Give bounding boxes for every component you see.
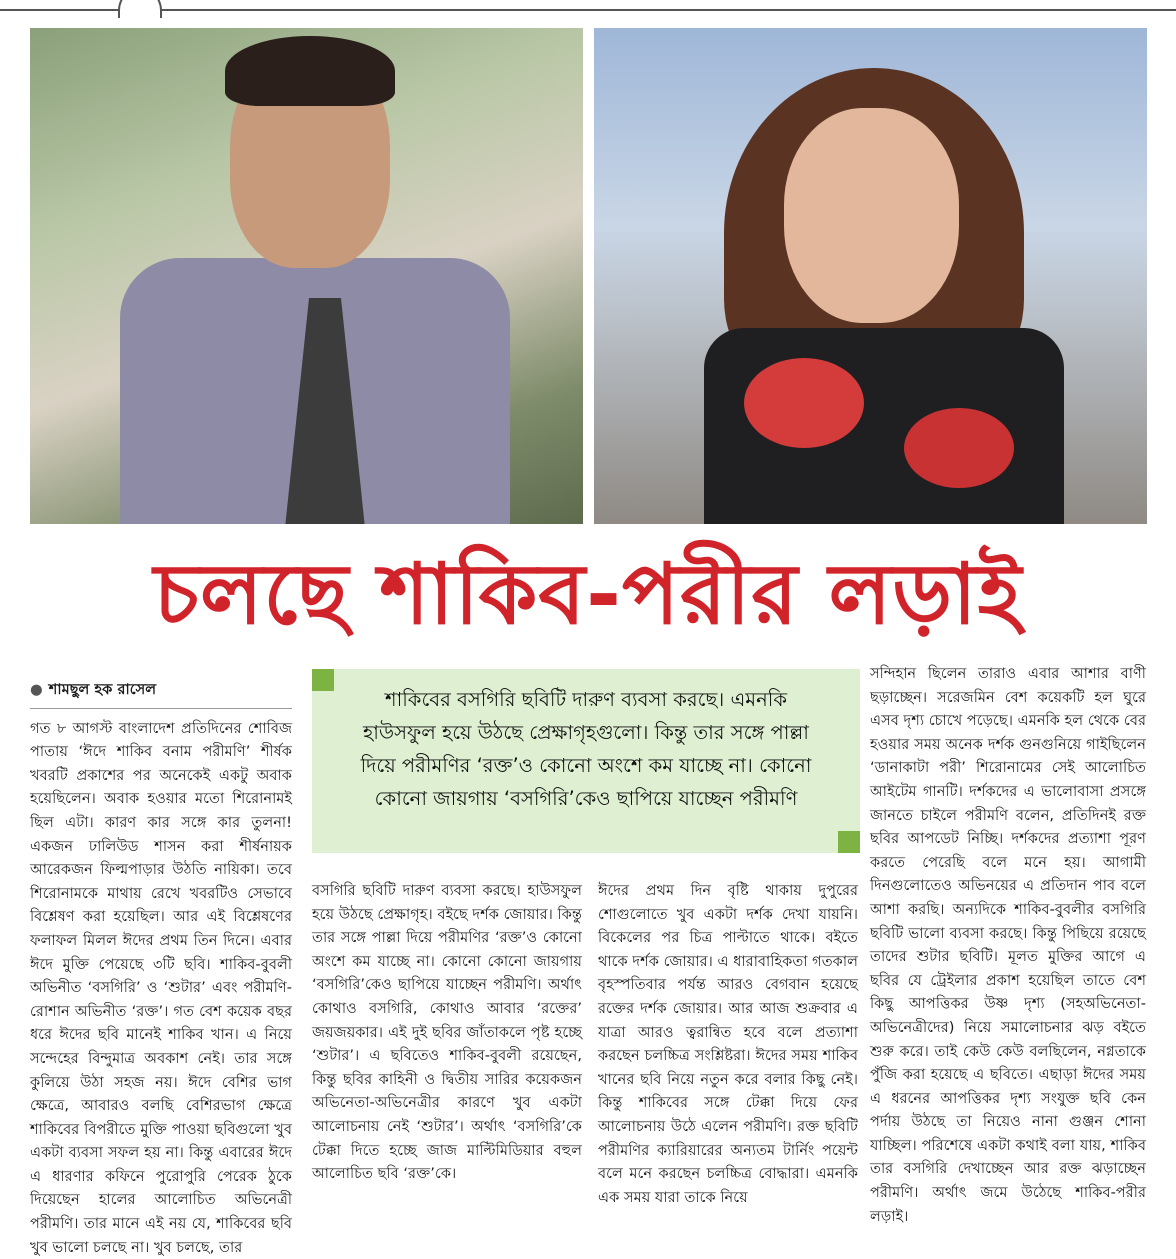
article-text: সন্দিহান ছিলেন তারাও এবার আশার বাণী ছড়াচ্ছেন। সরেজমিন বেশ কয়েকটি হল ঘুরে এসব দৃশ্য চোখে পড়েছে। এমনকি হল থেকে বের হওয়ার সময় অনেক দর্শক গুনগুনিয়ে গাইছিলেন ‘ডানাকাটা পরী’ শিরোনামের সেই আলোচিত আইটেম গানটি। দর্শকদের এ ভালোবাসা প্রসঙ্গে জানতে চাইলে পরীমণি বলেন, প্রতিদিনই রক্ত ছবির আপডেট নিচ্ছি। দর্শকদের প্রত্যাশা পূরণ করতে পেরেছি বলে মনে হয়। আগামী দিনগুলোতেও অভিনয়ের এ প্রতিদান পাব বলে আশা করছি। অন্যদিকে শাকিব-বুবলীর বসগিরি ছবিটি ভালো ব্যবসা করছে। কিন্তু পিছিয়ে রয়েছে তাদের শুটার ছবিটি। মূলত মুক্তির আগে এ ছবির যে ট্রেইলার প্রকাশ হয়েছিল তাতে বেশ কিছু আপত্তিকর উষ্ণ দৃশ্য (সহঅভিনেতা-অভিনেত্রীদের) নিয়ে সমালোচনার ঝড় বইতে শুরু করে। তাই কেউ কেউ বলছিলেন, নগ্নতাকে পুঁজি করা হয়েছে এ ছবিতে। এছাড়া ঈদের সময় এ ধরনের আপত্তিকর দৃশ্য সংযুক্ত ছবি কেন পর্দায় উঠছে তা নিয়েও নানা গুঞ্জন শোনা যাচ্ছিল। পরিশেষে একটা কথাই বলা যায়, শাকিব তার বসগিরি দেখাচ্ছেন আর রক্ত ঝড়াচ্ছেন পরীমণি। অর্থাৎ জমে উঠেছে শাকিব-পরীর লড়াই। [870,665,1146,1225]
byline-rule [30,708,292,709]
bullet-icon: ● [30,681,43,698]
photo-porimoni-face [784,108,959,323]
article-text: ঈদের প্রথম দিন বৃষ্টি থাকায় দুপুরের শোগুলোতে খুব একটা দর্শক দেখা যায়নি। বিকেলের পর চিত্র পাল্টাতে থাকে। বইতে থাকে দর্শক জোয়ার। এ ধারাবাহিকতা গতকাল বৃহস্পতিবার পর্যন্ত আরও বেগবান হয়েছে রক্তের দর্শক জোয়ার। আর আজ শুক্রবার এ যাত্রা আরও ত্বরান্বিত হবে বলে প্রত্যাশা করছেন চলচ্চিত্র সংশ্লিষ্টরা। ঈদের সময় শাকিব খানের ছবি নিয়ে নতুন করে বলার কিছু নেই। কিন্তু শাকিবের সঙ্গে টেক্কা দিয়ে ফের আলোচনায় উঠে এলেন পরীমণি। রক্ত ছবিটি পরীমণির ক্যারিয়ারের অন্যতম টার্নিং পয়েন্ট বলে মনে করছেন চলচ্চিত্র বোদ্ধারা। এমনকি এক সময় যারা তাকে নিয়ে [598,882,858,1206]
article-column-1 [30,678,292,1259]
photo-porimoni [594,28,1147,524]
article-column-3 [598,879,858,1209]
photo-shakib-hair [225,36,395,106]
photo-porimoni-flower-print [904,408,1014,488]
photo-porimoni-flower-print [744,358,864,448]
top-rule-line [0,9,1176,11]
accent-square-icon [838,831,860,853]
article-text: বসগিরি ছবিটি দারুণ ব্যবসা করছে। হাউসফুল হয়ে উঠছে প্রেক্ষাগৃহ। বইছে দর্শক জোয়ার। কিন্তু তার সঙ্গে পাল্লা দিয়ে পরীমণির ‘রক্ত’ও কোনো অংশে কম যাচ্ছে না। কোনো কোনো জায়গায় ‘বসগিরি’কেও ছাপিয়ে যাচ্ছেন পরীমণি। অর্থাৎ কোথাও বসগিরি, কোথাও আবার ‘রক্তের’ জয়জয়কার। এই দুই ছবির জাঁতাকলে পৃষ্ট হচ্ছে ‘শুটার’। এ ছবিতেও শাকিব-বুবলী রয়েছেন, কিন্তু ছবির কাহিনী ও দ্বিতীয় সারির কয়েকজন অভিনেতা-অভিনেত্রীর কারণে খুব একটা আলোচনায় নেই ‘শুটার’। অর্থাৎ ‘বসগিরি’কে টেক্কা দিতে হচ্ছে জাজ মাল্টিমিডিয়ার বহুল আলোচিত ছবি ‘রক্ত’কে। [312,882,582,1183]
byline-author: শামছুল হক রাসেল [48,681,157,698]
top-rule [0,0,1176,16]
article-column-4 [870,662,1146,1228]
top-rule-tab [118,0,162,18]
byline [30,678,292,709]
article-text: গত ৮ আগস্ট বাংলাদেশ প্রতিদিনের শোবিজ পাতায় ‘ঈদে শাকিব বনাম পরীমণি’ শীর্ষক খবরটি প্রকাশের পর অনেকেই একটু অবাক হয়েছিলেন। অবাক হওয়ার মতো শিরোনামই ছিল এটা। কারণ কার সঙ্গে কার তুলনা! একজন ঢালিউড শাসন করা শীর্ষনায়ক আরেকজন ফিল্মপাড়ার উঠতি নায়িকা। তবে শিরোনামকে মাথায় রেখে খবরটিও সেভাবে বিশ্লেষণ করা হয়েছিল। আর এই বিশ্লেষণের ফলাফল মিলল ঈদের প্রথম তিন দিনে। এবার ঈদে মুক্তি পেয়েছে ৩টি ছবি। শাকিব-বুবলী অভিনীত ‘বসগিরি’ ও ‘শুটার’ এবং পরীমণি-রোশান অভিনীত ‘রক্ত’। গত বেশ কয়েক বছর ধরে ঈদের ছবি মানেই শাকিব খান। এ নিয়ে সন্দেহের বিন্দুমাত্র অবকাশ নেই। তার সঙ্গে কুলিয়ে উঠা সহজ নয়। ঈদে বেশির ভাগ ক্ষেত্রে, আবারও বলছি বেশিরভাগ ক্ষেত্রে শাকিবের বিপরীতে মুক্তি পাওয়া ছবিগুলো খুব একটা ব্যবসা সফল হয় না। কিন্তু এবারের ঈদে এ ধারণার কফিনে পুরোপুরি পেরেক ঠুকে দিয়েছেন হালের আলোচিত অভিনেত্রী পরীমণি। তার মানে এই নয় যে, শাকিবের ছবি খুব ভালো চলছে না। খুব চলছে, তার [30,719,292,1256]
accent-square-icon [312,669,334,691]
photo-shakib [30,28,583,524]
pull-quote-text: শাকিবের বসগিরি ছবিটি দারুণ ব্যবসা করছে। এমনকি হাউসফুল হয়ে উঠছে প্রেক্ষাগৃহগুলো। কিন্তু তার সঙ্গে পাল্লা দিয়ে পরীমণির ‘রক্ত’ও কোনো অংশে কম যাচ্ছে না। কোনো কোনো জায়গায় ‘বসগিরি’কেও ছাপিয়ে যাচ্ছেন পরীমণি [360,688,812,810]
pull-quote [312,669,860,853]
headline: চলছে শাকিব-পরীর লড়াই [153,545,1023,643]
article-column-2 [312,879,582,1186]
